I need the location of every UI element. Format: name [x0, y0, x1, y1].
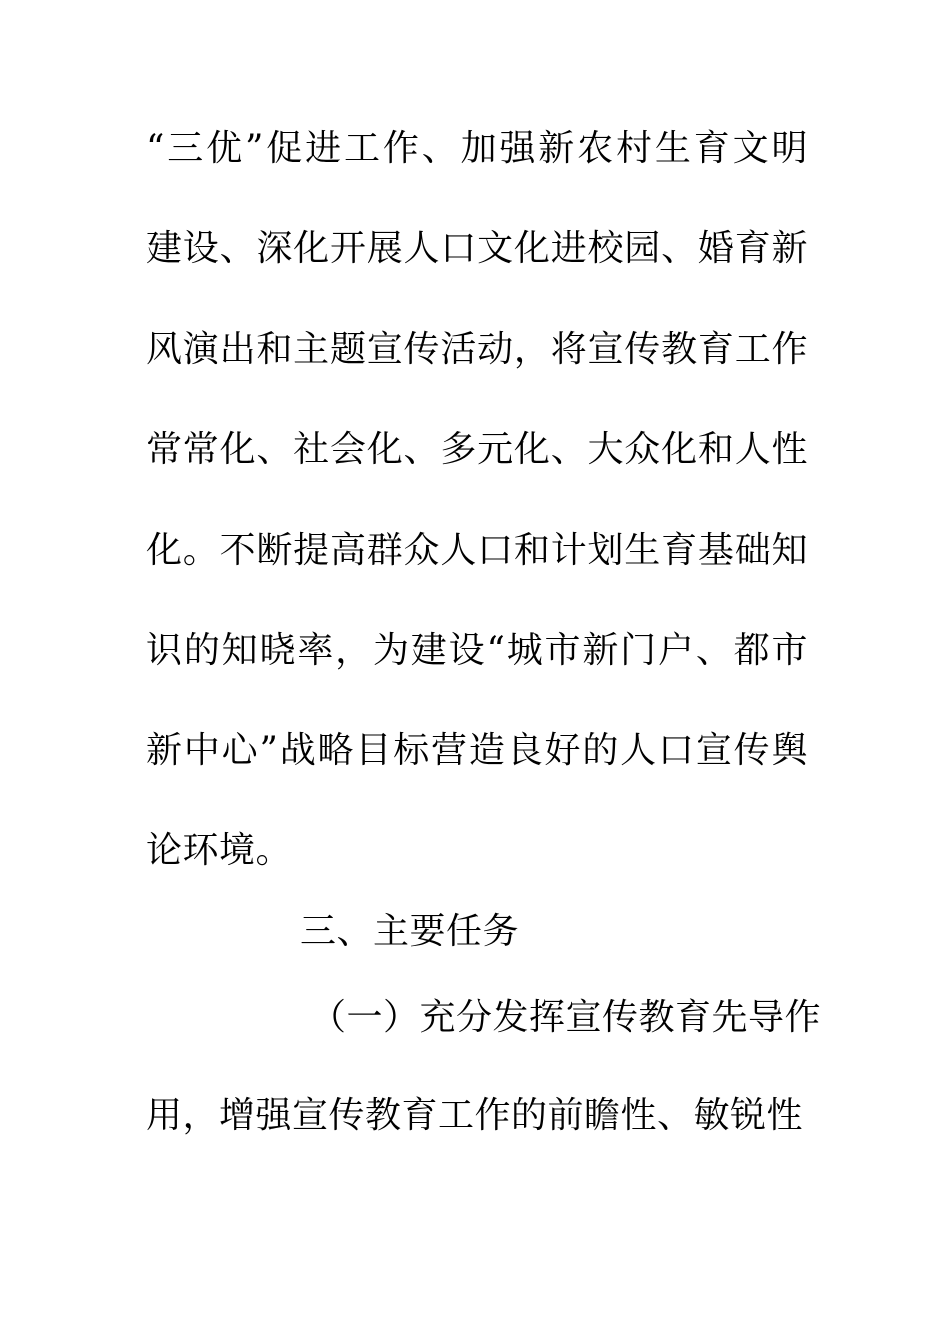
paragraph-line: 风演出和主题宣传活动，将宣传教育工作: [146, 329, 808, 370]
paragraph-line: 论环境。: [146, 830, 293, 871]
paragraph-line: 化。不断提高群众人口和计划生育基础知: [146, 530, 808, 571]
paragraph-line: 建设、深化开展人口文化进校园、婚育新: [146, 228, 808, 269]
paragraph-line: “三优”促进工作、加强新农村生育文明: [146, 128, 808, 169]
paragraph-line: 识的知晓率，为建设“城市新门户、都市: [146, 630, 808, 671]
paragraph-line: 常常化、社会化、多元化、大众化和人性: [146, 429, 808, 470]
section-heading: 三、主要任务: [300, 911, 520, 952]
subsection-heading: （一）充分发挥宣传教育先导作: [310, 997, 822, 1038]
paragraph-line: 新中心”战略目标营造良好的人口宣传舆: [146, 730, 808, 771]
paragraph-line: 用，增强宣传教育工作的前瞻性、敏锐性: [146, 1095, 804, 1136]
